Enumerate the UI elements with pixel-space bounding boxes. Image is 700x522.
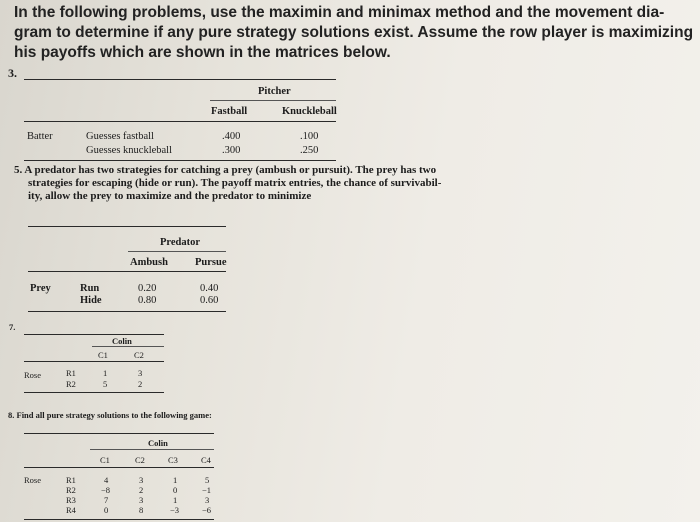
table-rule bbox=[24, 121, 336, 122]
p8-column-player: Colin bbox=[148, 438, 168, 448]
p8-cell: 4 bbox=[104, 475, 109, 485]
problem-3-number: 3. bbox=[8, 66, 17, 80]
problem-5-text bbox=[14, 164, 441, 203]
p8-row-player: Rose bbox=[24, 475, 41, 485]
header-rule bbox=[128, 251, 226, 252]
p8-cell: 8 bbox=[139, 505, 144, 515]
p7-row-player: Rose bbox=[24, 370, 41, 380]
table-rule bbox=[24, 334, 164, 335]
header-rule bbox=[210, 100, 336, 101]
p8-cell: 5 bbox=[205, 475, 210, 485]
p5-col-ambush: Ambush bbox=[130, 257, 168, 268]
p8-col: C1 bbox=[100, 455, 110, 465]
p7-cell: 1 bbox=[103, 368, 108, 378]
p7-cell: 2 bbox=[138, 379, 143, 389]
intro-line: gram to determine if any pure strategy solutions exist. Assume the row player is maximizing bbox=[14, 24, 694, 41]
intro-paragraph bbox=[14, 3, 694, 63]
problem-8-text: 8. Find all pure strategy solutions to the following game: bbox=[8, 410, 212, 420]
p8-cell: 1 bbox=[173, 475, 178, 485]
p8-cell: −1 bbox=[202, 485, 212, 495]
p5-col-pursue: Pursue bbox=[195, 257, 227, 268]
p5-cell: 0.40 bbox=[200, 283, 219, 294]
table-rule bbox=[24, 361, 164, 362]
p8-cell: −6 bbox=[202, 505, 212, 515]
p8-cell: 1 bbox=[173, 495, 178, 505]
p3-cell: .300 bbox=[222, 145, 241, 156]
p5-row-label: Hide bbox=[80, 295, 102, 306]
intro-line: his payoffs which are shown in the matrices below. bbox=[14, 44, 391, 61]
p5-cell: 0.60 bbox=[200, 295, 219, 306]
p7-col: C2 bbox=[134, 350, 144, 360]
p8-col: C3 bbox=[168, 455, 178, 465]
table-rule bbox=[24, 433, 214, 434]
p8-cell: 0 bbox=[104, 505, 109, 515]
p3-row-label: Guesses fastball bbox=[86, 131, 154, 142]
p7-column-player: Colin bbox=[112, 336, 132, 346]
p8-cell: 3 bbox=[205, 495, 210, 505]
p7-cell: 5 bbox=[103, 379, 108, 389]
table-rule bbox=[24, 467, 214, 468]
p3-col-fastball: Fastball bbox=[211, 106, 248, 117]
p8-cell: 3 bbox=[139, 495, 144, 505]
p5-cell: 0.20 bbox=[138, 283, 157, 294]
p7-cell: 3 bbox=[138, 368, 143, 378]
p8-cell: 3 bbox=[139, 475, 144, 485]
table-rule bbox=[24, 79, 336, 80]
p8-row-label: R3 bbox=[66, 495, 76, 505]
p8-row-label: R2 bbox=[66, 485, 76, 495]
intro-line: In the following problems, use the maximin and minimax method and the movement dia- bbox=[14, 4, 665, 21]
p8-cell: −8 bbox=[101, 485, 111, 495]
p8-col: C4 bbox=[201, 455, 211, 465]
p8-cell: −3 bbox=[170, 505, 180, 515]
p3-column-player: Pitcher bbox=[258, 86, 291, 97]
p8-row-label: R4 bbox=[66, 505, 76, 515]
p8-cell: 0 bbox=[173, 485, 178, 495]
p3-row-player: Batter bbox=[27, 131, 53, 142]
p3-col-knuckleball: Knuckleball bbox=[282, 106, 337, 117]
p8-col: C2 bbox=[135, 455, 145, 465]
table-rule bbox=[24, 392, 164, 393]
table-rule bbox=[28, 271, 226, 272]
p5-line: 5. A predator has two strategies for catching a prey (ambush or pursuit). The prey has two bbox=[14, 164, 437, 176]
p8-cell: 2 bbox=[139, 485, 144, 495]
problem-7-number: 7. bbox=[9, 322, 16, 332]
p5-line: strategies for escaping (hide or run). The payoff matrix entries, the chance of survivabil- bbox=[28, 177, 442, 189]
header-rule bbox=[90, 449, 214, 450]
table-rule bbox=[24, 160, 336, 161]
table-rule bbox=[28, 226, 226, 227]
p8-cell: 7 bbox=[104, 495, 109, 505]
p3-cell: .250 bbox=[300, 145, 319, 156]
p5-cell: 0.80 bbox=[138, 295, 157, 306]
table-rule bbox=[24, 519, 214, 520]
p5-row-player: Prey bbox=[30, 283, 51, 294]
p5-line: ity, allow the prey to maximize and the predator to minimize bbox=[28, 190, 312, 202]
p3-cell: .400 bbox=[222, 131, 241, 142]
p7-col: C1 bbox=[98, 350, 108, 360]
p7-row-label: R1 bbox=[66, 368, 76, 378]
p8-row-label: R1 bbox=[66, 475, 76, 485]
p5-column-player: Predator bbox=[160, 237, 201, 248]
p3-row-label: Guesses knuckleball bbox=[86, 145, 173, 156]
p7-row-label: R2 bbox=[66, 379, 76, 389]
p5-row-label: Run bbox=[80, 283, 100, 294]
header-rule bbox=[92, 346, 164, 347]
table-rule bbox=[28, 311, 226, 312]
p3-cell: .100 bbox=[300, 131, 319, 142]
